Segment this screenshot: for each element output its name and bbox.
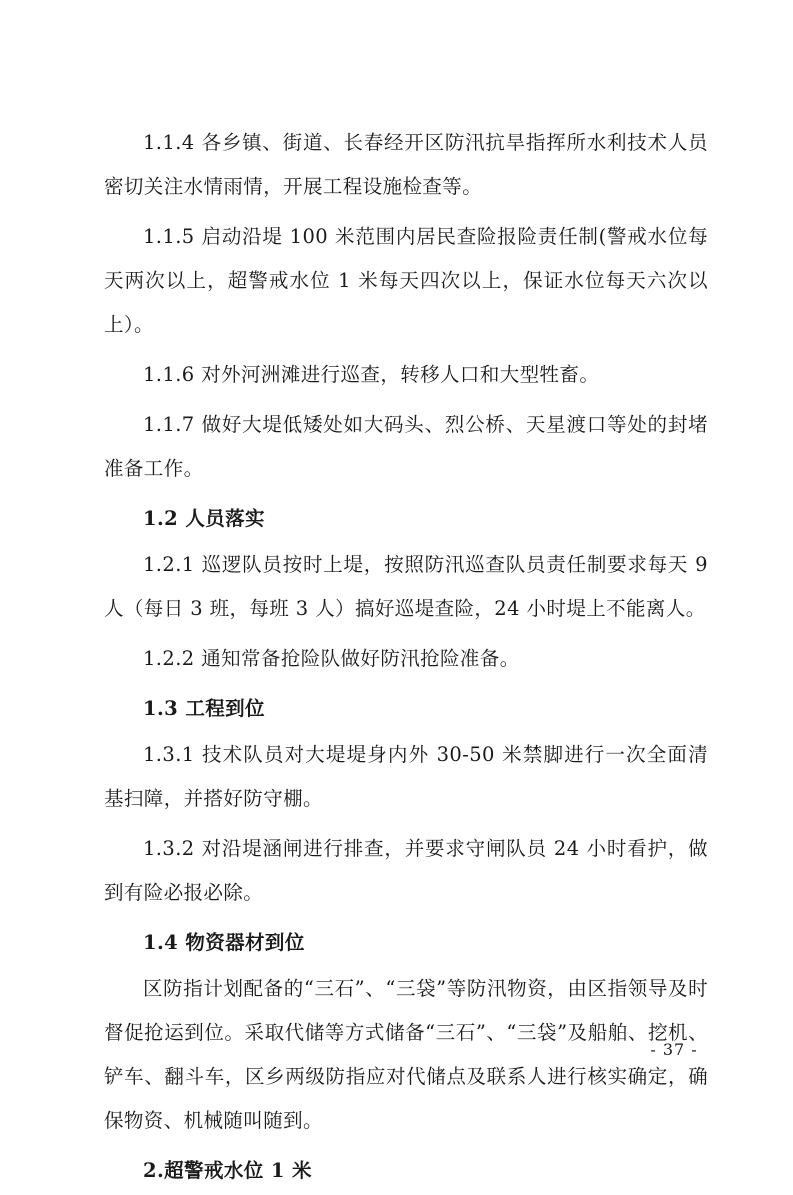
paragraph-1-4: 区防指计划配备的“三石”、“三袋”等防汛物资，由区指领导及时督促抢运到位。采取代储等方式储备“三石”、“三袋”及船舶、挖机、铲车、翻斗车，区乡两级防指应对代储点及联系人进行核实确定，确保物资、机械随叫随到。 xyxy=(104,977,708,1132)
paragraph-1-1-4: 1.1.4 各乡镇、街道、长春经开区防汛抗旱指挥所水利技术人员密切关注水情雨情，开展工程设施检查等。 xyxy=(104,131,708,198)
section-heading-1-2: 1.2 人员落实 xyxy=(143,507,265,530)
section-heading-2: 2.超警戒水位 1 米 xyxy=(143,1159,312,1182)
paragraph-1-1-5: 1.1.5 启动沿堤 100 米范围内居民查险报险责任制(警戒水位每天两次以上，超警戒水位 1 米每天四次以上，保证水位每天六次以上）。 xyxy=(104,225,708,336)
paragraph-1-1-6: 1.1.6 对外河洲滩进行巡查，转移人口和大型牲畜。 xyxy=(143,363,600,386)
paragraph-1-1-7: 1.1.7 做好大堤低矮处如大码头、烈公桥、天星渡口等处的封堵准备工作。 xyxy=(104,413,708,480)
page-number: - 37 - xyxy=(650,1040,698,1059)
section-heading-1-4: 1.4 物资器材到位 xyxy=(143,931,305,954)
document-body xyxy=(104,121,708,1195)
paragraph-1-3-1: 1.3.1 技术队员对大堤堤身内外 30-50 米禁脚进行一次全面清基扫障，并搭好防守棚。 xyxy=(104,743,708,810)
paragraph-1-3-2: 1.3.2 对沿堤涵闸进行排查，并要求守闸队员 24 小时看护，做到有险必报必除。 xyxy=(104,837,708,904)
paragraph-1-2-2: 1.2.2 通知常备抢险队做好防汛抢险准备。 xyxy=(143,647,520,670)
paragraph-1-2-1: 1.2.1 巡逻队员按时上堤，按照防汛巡查队员责任制要求每天 9 人（每日 3 班，每班 3 人）搞好巡堤查险，24 小时堤上不能离人。 xyxy=(104,553,708,620)
section-heading-1-3: 1.3 工程到位 xyxy=(143,697,265,720)
